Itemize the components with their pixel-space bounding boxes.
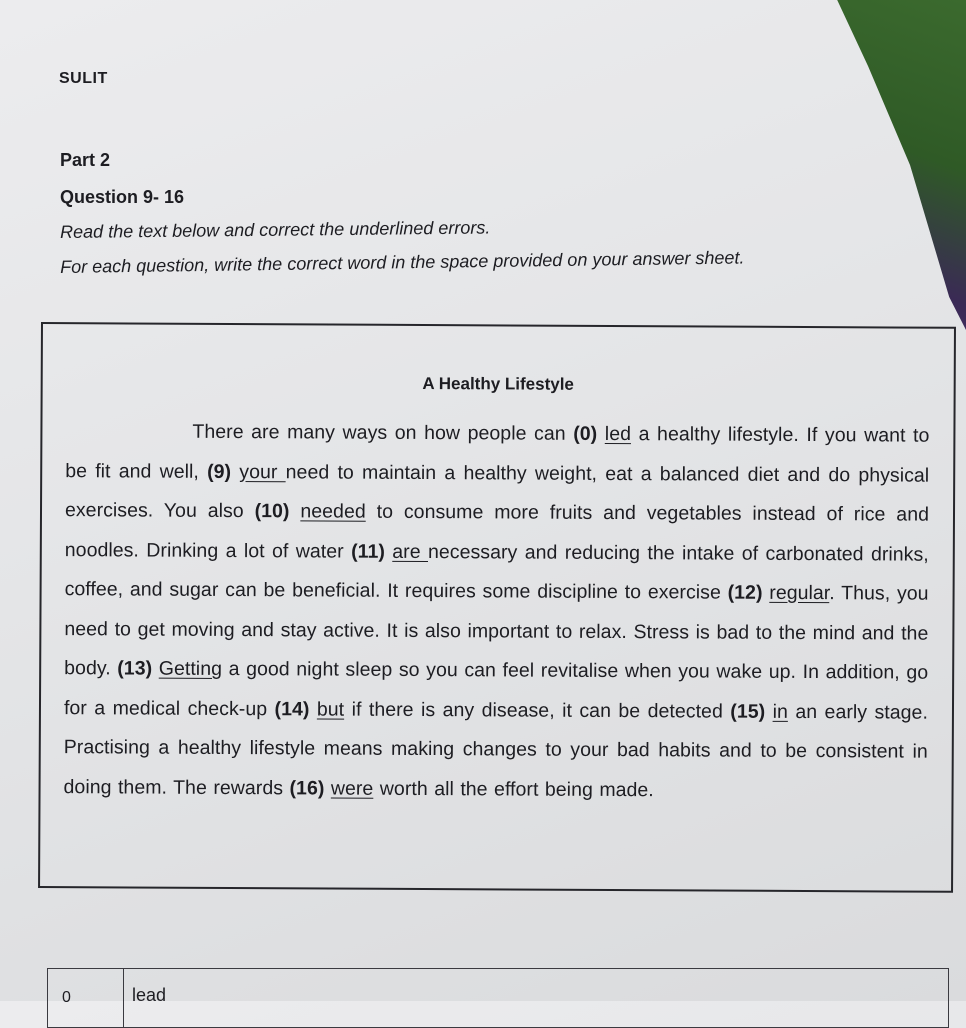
underlined-error: needed	[300, 500, 366, 523]
passage-segment: an early stage. Practising a healthy lifestyle means making changes to your bad habits and to be consistent in doing them. The rewards	[63, 700, 929, 799]
security-label: SULIT	[59, 70, 108, 87]
passage-segment: . Thus, you need to get moving and stay active. It is also important to relax. Stress is bad to the mind and the body.	[64, 582, 929, 680]
passage-segment: There are many ways on how people can	[192, 420, 574, 445]
question-number: (9)	[207, 460, 232, 483]
passage-segment: to consume more fruits and vegetables instead of rice and noodles. Drinking a lot of water	[64, 500, 930, 563]
paragraph-indent	[65, 437, 192, 438]
passage-segment	[765, 700, 773, 722]
passage-segment	[385, 540, 393, 562]
question-number: (11)	[351, 540, 385, 563]
question-number: (10)	[254, 500, 290, 523]
passage-segment: a healthy lifestyle. If you want to be fit and well,	[65, 423, 930, 483]
background-cloth	[826, 0, 966, 330]
passage-segment: need to maintain a healthy weight, eat a balanced diet and do physical exercises. You also	[64, 460, 930, 523]
underlined-error: Getting	[158, 657, 223, 680]
passage-segment: if there is any disease, it can be detected	[344, 698, 731, 723]
passage-segment: a good night sleep so you can feel revitalise when you wake up. In addition, go for a medical check-up	[63, 657, 929, 720]
question-number: (16)	[289, 776, 325, 799]
underlined-error: led	[604, 422, 632, 446]
part-title: Part 2	[60, 150, 111, 170]
answer-sheet-table	[47, 968, 949, 1028]
answer-word: lead	[132, 985, 167, 1005]
answer-column-divider	[123, 969, 124, 1027]
question-number: (15)	[730, 700, 766, 723]
underlined-error: are	[392, 540, 429, 563]
passage-box	[38, 322, 956, 893]
question-number: (13)	[117, 657, 153, 680]
question-range: Question 9- 16	[60, 187, 185, 207]
instruction-line-1: Read the text below and correct the underlined errors.	[60, 217, 491, 242]
passage-segment	[309, 698, 317, 720]
underlined-error: were	[330, 777, 374, 800]
underlined-error: your	[239, 460, 286, 483]
question-number: (12)	[727, 581, 763, 604]
underlined-error: in	[772, 700, 788, 723]
answer-number: 0	[62, 989, 71, 1006]
instruction-line-2: For each question, write the correct word in the space provided on your answer sheet.	[60, 247, 745, 277]
passage-title: A Healthy Lifestyle	[422, 373, 574, 394]
underlined-error: regular	[769, 581, 830, 605]
question-number: (0)	[573, 422, 598, 445]
passage-text	[63, 412, 929, 812]
passage-segment: necessary and reducing the intake of carbonated drinks, coffee, and sugar can be beneficial. It requires some discipline to exercise	[64, 540, 929, 604]
passage-segment	[231, 460, 239, 482]
underlined-error: but	[316, 697, 345, 721]
question-number: (14)	[274, 697, 310, 720]
passage-segment: worth all the effort being made.	[373, 777, 654, 801]
passage-segment	[289, 500, 300, 522]
